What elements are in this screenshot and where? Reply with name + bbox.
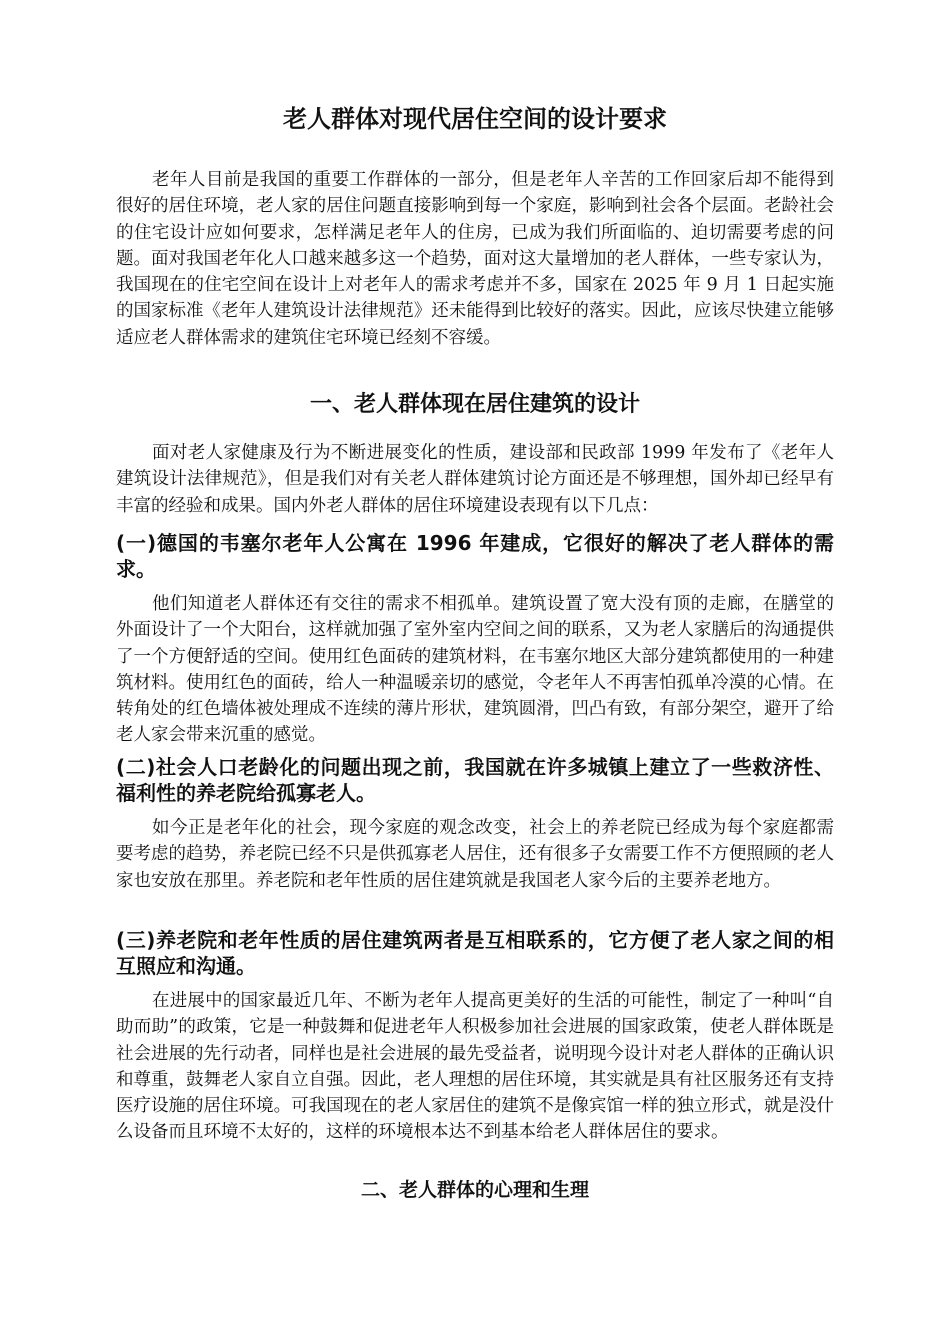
subsection-2-heading: (二)社会人口老龄化的问题出现之前，我国就在许多城镇上建立了一些救济性、福利性的养老院给孤寡老人。 <box>116 755 834 805</box>
subsection-3-heading: (三)养老院和老年性质的居住建筑两者是互相联系的，它方便了老人家之间的相互照应和沟通。 <box>116 928 834 978</box>
subsection-2-body: 如今正是老年化的社会，现今家庭的观念改变，社会上的养老院已经成为每个家庭都需要考虑的趋势，养老院已经不只是供孤寡老人居住，还有很多子女需要工作不方便照顾的老人家也安放在那里。养老院和老年性质的居住建筑就是我国老人家今后的主要养老地方。 <box>116 818 834 891</box>
section-1-heading: 一、老人群体现在居住建筑的设计 <box>309 392 640 417</box>
subsection-3-body: 在进展中的国家最近几年、不断为老年人提高更美好的生活的可能性，制定了一种叫“自助而助”的政策，它是一种鼓舞和促进老年人积极参加社会进展的国家政策，使老人群体既是社会进展的先行动者，同样也是社会进展的最先受益者，说明现今设计对老人群体的正确认识和尊重，鼓舞老人家自立自强。因此，老人理想的居住环境，其实就是具有社区服务还有支持医疗设施的居住环境。可我国现在的老人家居住的建筑不是像宾馆一样的独立形式，就是没什么设备而且环境不太好的，这样的环境根本达不到基本给老人群体居住的要求。 <box>116 991 834 1143</box>
subsection-1-body: 他们知道老人群体还有交往的需求不相孤单。建筑设置了宽大没有顶的走廊，在膳堂的外面设计了一个大阳台，这样就加强了室外室内空间之间的联系，又为老人家膳后的沟通提供了一个方便舒适的空间。使用红色面砖的建筑材料，在韦塞尔地区大部分建筑都使用的一种建筑材料。使用红色的面砖，给人一种温暖亲切的感觉，令老年人不再害怕孤单冷漠的心情。在转角处的红色墙体被处理成不连续的薄片形状，建筑圆滑，凹凸有致，有部分架空，避开了给老人家会带来沉重的感觉。 <box>116 594 834 746</box>
intro-paragraph: 老年人目前是我国的重要工作群体的一部分，但是老年人辛苦的工作回家后却不能得到很好的居住环境，老人家的居住问题直接影响到每一个家庭，影响到社会各个层面。老龄社会的住宅设计应如何要求，怎样满足老年人的住房，已成为我们所面临的、迫切需要考虑的问题。面对我国老年化人口越来越多这一个趋势，面对这大量增加的老人群体，一些专家认为，我国现在的住宅空间在设计上对老年人的需求考虑并不多，国家在 2025 年 9 月 1 日起实施的国家标准《老年人建筑设计法律规范》还未能得到比较好的落实。因此，应该尽快建立能够适应老人群体需求的建筑住宅环境已经刻不容缓。 <box>116 170 834 348</box>
section-2-heading: 二、老人群体的心理和生理 <box>360 1179 589 1201</box>
section-1-intro-paragraph: 面对老人家健康及行为不断进展变化的性质，建设部和民政部 1999 年发布了《老年人建筑设计法律规范》，但是我们对有关老人群体建筑讨论方面还是不够理想，国外却已经早有丰富的经验和成果。国内外老人群体的居住环境建设表现有以下几点： <box>116 443 834 516</box>
document-title: 老人群体对现代居住空间的设计要求 <box>283 105 667 133</box>
subsection-1-heading: (一)德国的韦塞尔老年人公寓在 1996 年建成，它很好的解决了老人群体的需求。 <box>116 531 834 581</box>
